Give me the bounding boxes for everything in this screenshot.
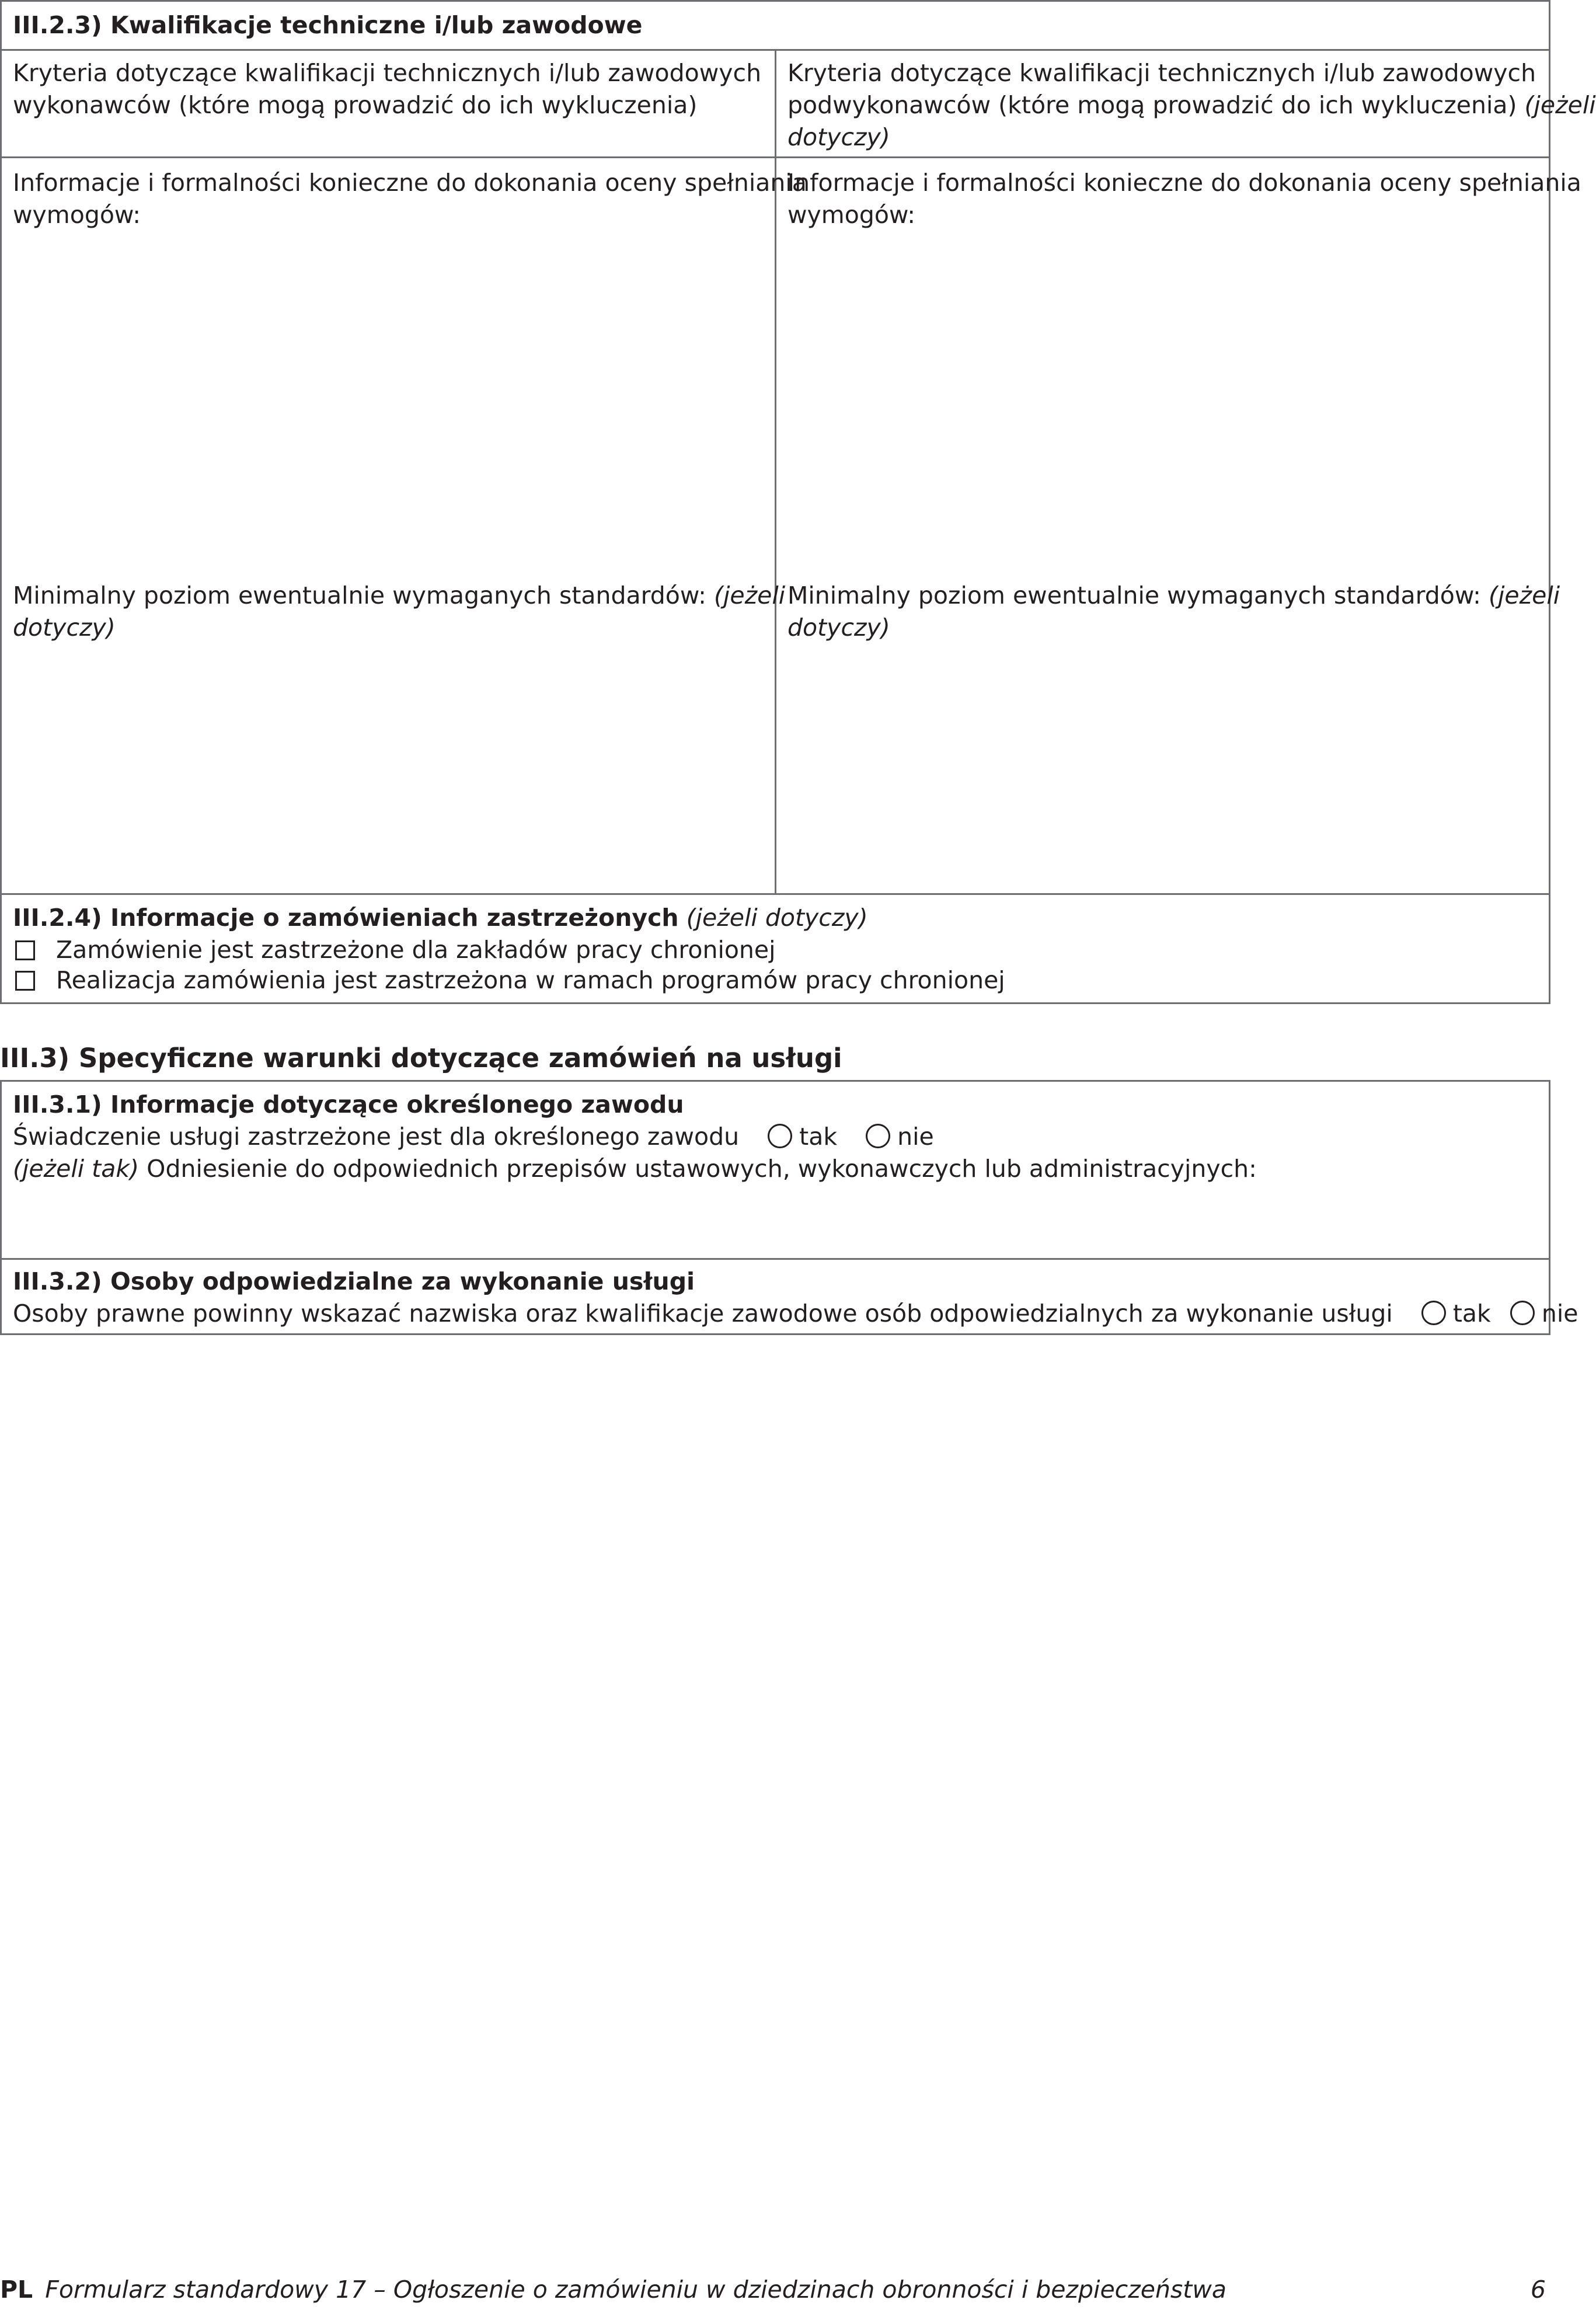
profession-question-row (13, 1121, 934, 1153)
right-minimum-line1 (787, 580, 1560, 612)
responsible-yes-label: tak (1452, 1299, 1491, 1328)
section-III-3-1-title: III.3.1) Informacje dotyczące określonego zawodu (13, 1090, 684, 1119)
responsible-yes-option[interactable] (1421, 1298, 1491, 1330)
right-criteria-line3: dotyczy) (787, 123, 890, 151)
divider-above-III-2-4 (0, 893, 1550, 895)
right-minimum-note: (jeżeli (1489, 581, 1560, 609)
right-criteria-line1: Kryteria dotyczące kwalifikacji technicznych i/lub zawodowych (787, 59, 1536, 87)
reserved-option-2-label: Realizacja zamówienia jest zastrzeżona w ramach programów pracy chronionej (56, 966, 1005, 994)
profession-no-option[interactable] (866, 1121, 934, 1153)
left-info-line2: wymogów: (13, 201, 141, 229)
reserved-option-2-checkbox[interactable] (15, 971, 35, 991)
left-info-line1: Informacje i formalności konieczne do dokonania oceny spełniania (13, 169, 807, 197)
left-minimum-note: (jeżeli (714, 581, 786, 609)
responsible-no-label: nie (1541, 1299, 1578, 1328)
responsible-no-radio[interactable] (1510, 1301, 1535, 1325)
responsible-yes-radio[interactable] (1421, 1301, 1446, 1325)
right-criteria-text: podwykonawców (które mogą prowadzić do ich wykluczenia) (787, 91, 1517, 119)
reserved-option-1-checkbox[interactable] (15, 940, 35, 960)
responsible-persons-question: Osoby prawne powinny wskazać nazwiska oraz kwalifikacje zawodowe osób odpowiedzialnych za wykonanie usługi (13, 1299, 1393, 1328)
right-minimum-line2: dotyczy) (787, 614, 890, 642)
profession-question: Świadczenie usługi zastrzeżone jest dla określonego zawodu (13, 1123, 740, 1151)
reserved-option-1[interactable] (15, 934, 776, 966)
section-III-3-2-title: III.3.2) Osoby odpowiedzialne za wykonanie usługi (13, 1267, 695, 1295)
section-III-2-4-heading (13, 902, 868, 934)
right-minimum-text: Minimalny poziom ewentualnie wymaganych standardów: (787, 581, 1481, 609)
footer-form-title: Formularz standardowy 17 – Ogłoszenie o zamówieniu w dziedzinach obronności i bezpieczeństwa (45, 2276, 1227, 2304)
profession-reference-text: Odniesienie do odpowiednich przepisów ustawowych, wykonawczych lub administracyjnych: (147, 1155, 1257, 1183)
right-info-line2: wymogów: (787, 201, 916, 229)
right-criteria-note: (jeżeli (1524, 91, 1596, 119)
profession-yes-radio[interactable] (768, 1124, 792, 1148)
section-III-2-3-title: III.2.3) Kwalifikacje techniczne i/lub zawodowe (13, 11, 643, 39)
section-III-2-4-title: III.2.4) Informacje o zamówieniach zastrzeżonych (13, 904, 679, 932)
profession-yes-option[interactable] (768, 1121, 837, 1153)
reserved-option-2[interactable] (15, 964, 1005, 997)
footer-page-number: 6 (1530, 2276, 1546, 2304)
left-minimum-text: Minimalny poziom ewentualnie wymaganych standardów: (13, 581, 706, 609)
reserved-option-1-label: Zamówienie jest zastrzeżone dla zakładów pracy chronionej (56, 936, 776, 964)
right-criteria-line2 (787, 89, 1596, 121)
left-criteria-line2: wykonawców (które mogą prowadzić do ich wykluczenia) (13, 91, 698, 119)
left-criteria-line1: Kryteria dotyczące kwalifikacji technicznych i/lub zawodowych (13, 59, 762, 87)
footer-language: PL (0, 2276, 33, 2304)
profession-no-label: nie (897, 1123, 934, 1151)
divider-above-III-3-2 (0, 1258, 1550, 1260)
section-III-2-4-note: (jeżeli dotyczy) (686, 904, 868, 932)
responsible-persons-row (13, 1298, 1578, 1330)
profession-yes-label: tak (799, 1123, 838, 1151)
profession-no-radio[interactable] (866, 1124, 890, 1148)
profession-reference-row (13, 1153, 1257, 1185)
right-info-line1: Informacje i formalności konieczne do dokonania oceny spełniania (787, 169, 1581, 197)
section-III-3-title: III.3) Specyficzne warunki dotyczące zamówień na usługi (0, 1043, 842, 1074)
left-minimum-line2: dotyczy) (13, 614, 116, 642)
responsible-no-option[interactable] (1510, 1298, 1578, 1330)
left-minimum-line1 (13, 580, 785, 612)
profession-reference-note: (jeżeli tak) (13, 1155, 140, 1183)
footer (0, 2274, 1226, 2306)
